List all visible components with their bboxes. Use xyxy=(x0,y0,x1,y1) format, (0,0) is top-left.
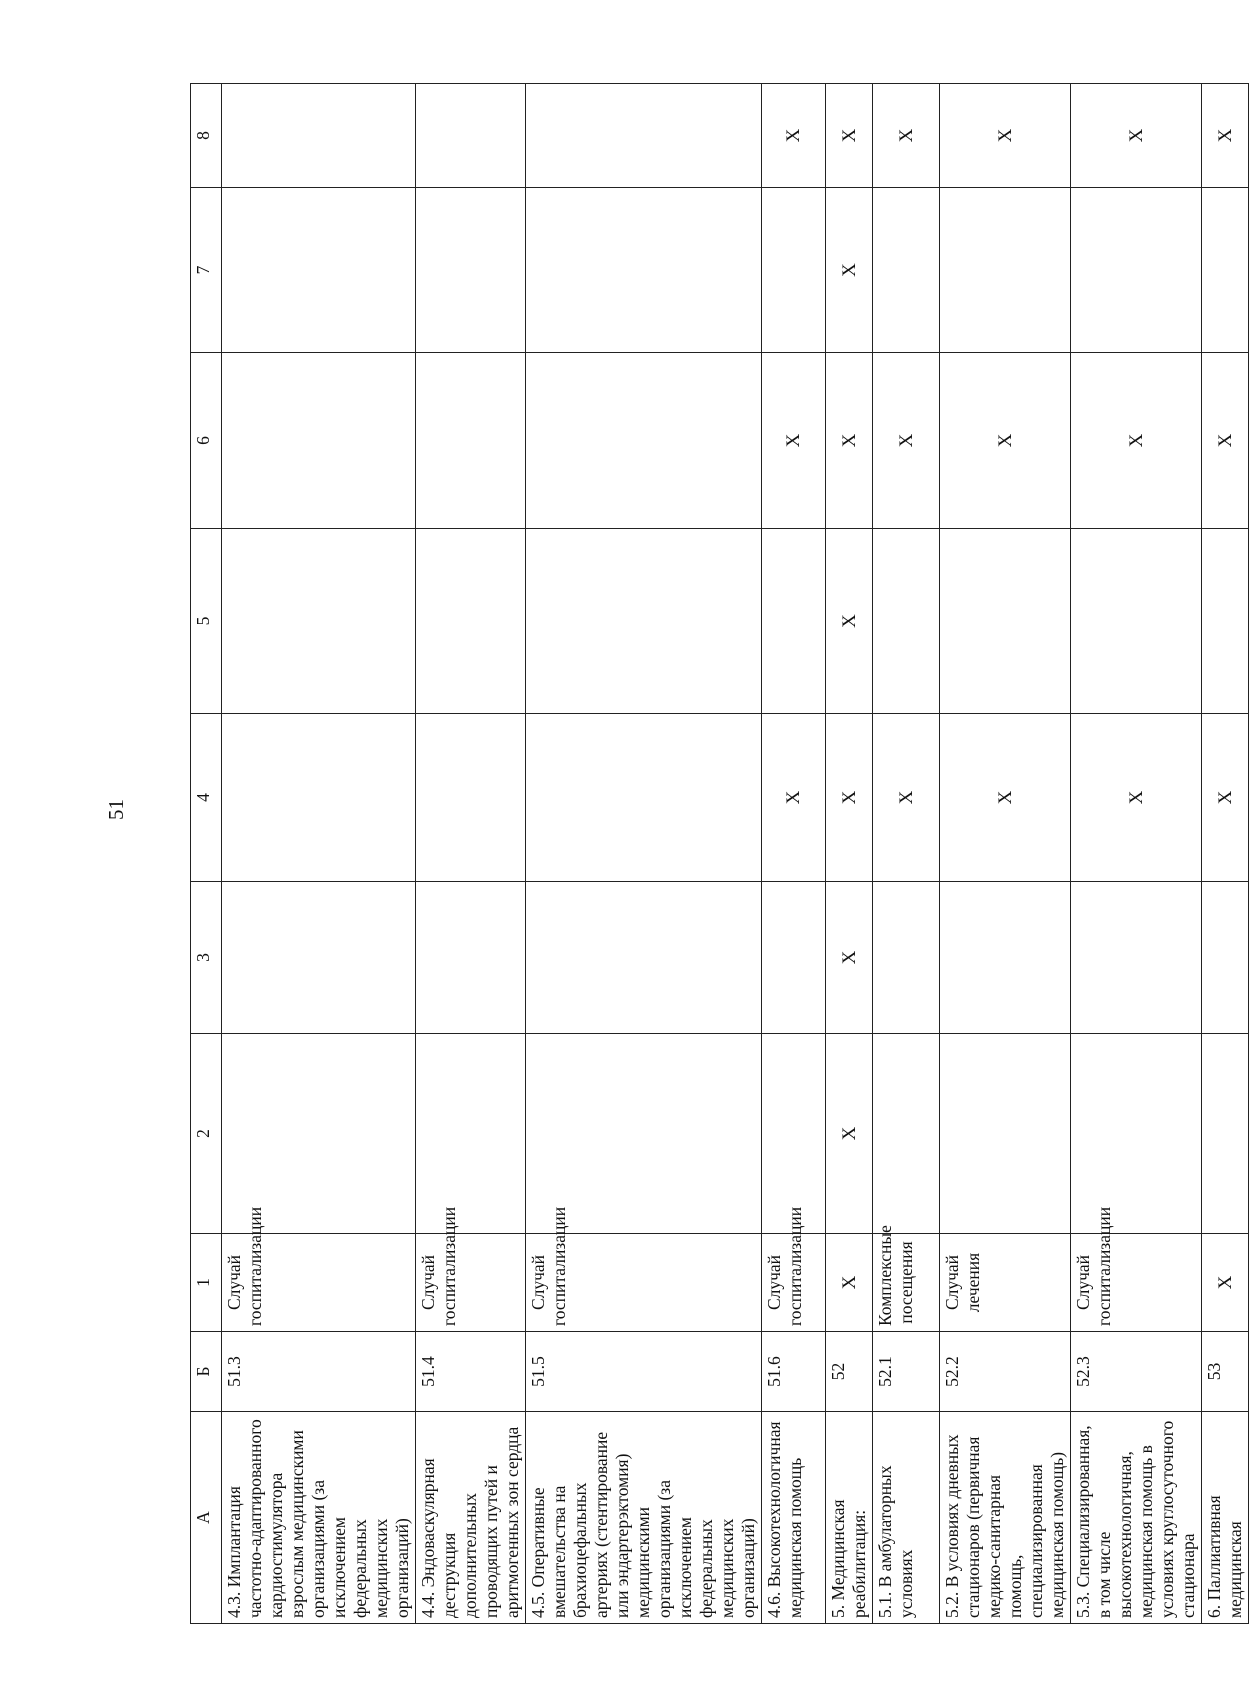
empty-cell xyxy=(416,882,526,1034)
unit-cell: Случай госпитализации xyxy=(222,1234,416,1332)
unit-cell: Случай госпитализации xyxy=(762,1234,826,1332)
column-header: 1 xyxy=(191,1234,222,1332)
empty-cell xyxy=(873,529,940,714)
x-mark-cell: X xyxy=(1071,353,1202,529)
x-mark-cell: X xyxy=(1202,84,1249,188)
table-row xyxy=(1071,84,1202,1624)
rotated-document xyxy=(190,84,1245,1624)
unit-cell: Комплексные посещения xyxy=(873,1234,940,1332)
row-label-cell: 4.3. Имплантация частотно-адаптированного кардиостимулятора взрослым медицинскими организациями (за исключением федеральных медицинских организаций) xyxy=(222,1412,416,1624)
empty-cell xyxy=(762,882,826,1034)
unit-cell: Случай лечения xyxy=(940,1234,1071,1332)
x-mark-cell: X xyxy=(873,714,940,882)
x-mark-cell: X xyxy=(826,882,873,1034)
empty-cell xyxy=(222,882,416,1034)
table-row xyxy=(873,84,940,1624)
empty-cell xyxy=(416,84,526,188)
x-mark-cell: X xyxy=(873,84,940,188)
column-header: 8 xyxy=(191,84,222,188)
empty-cell xyxy=(940,188,1071,353)
x-mark-cell: X xyxy=(826,1034,873,1234)
row-number-cell: 52.1 xyxy=(873,1332,940,1412)
column-header: 7 xyxy=(191,188,222,353)
empty-cell xyxy=(222,353,416,529)
x-mark-cell: X xyxy=(940,84,1071,188)
x-mark-cell: X xyxy=(940,714,1071,882)
x-mark-cell: X xyxy=(1071,714,1202,882)
row-number-cell: 52 xyxy=(826,1332,873,1412)
empty-cell xyxy=(526,1034,762,1234)
header-row xyxy=(191,84,222,1624)
row-label-cell: 5. Медицинская реабилитация: xyxy=(826,1412,873,1624)
empty-cell xyxy=(526,353,762,529)
table-row xyxy=(826,84,873,1624)
empty-cell xyxy=(1071,529,1202,714)
empty-cell xyxy=(1202,1034,1249,1234)
empty-cell xyxy=(1071,1034,1202,1234)
table-row xyxy=(940,84,1071,1624)
row-number-cell: 51.4 xyxy=(416,1332,526,1412)
table-row xyxy=(526,84,762,1624)
x-mark-cell: X xyxy=(873,353,940,529)
empty-cell xyxy=(762,529,826,714)
row-label-cell: 4.5. Оперативные вмешательства на брахиоцефальных артериях (стентирование или эндартерэктомия) медицинскими организациями (за исключением федеральных медицинских организаций) xyxy=(526,1412,762,1624)
empty-cell xyxy=(1202,188,1249,353)
x-mark-cell: X xyxy=(1071,84,1202,188)
x-mark-cell: X xyxy=(1202,353,1249,529)
x-mark-cell: X xyxy=(762,353,826,529)
empty-cell xyxy=(526,714,762,882)
empty-cell xyxy=(526,882,762,1034)
unit-cell: Случай госпитализации xyxy=(526,1234,762,1332)
column-header: Б xyxy=(191,1332,222,1412)
empty-cell xyxy=(526,84,762,188)
table-body xyxy=(222,84,1249,1624)
x-mark-cell: X xyxy=(940,353,1071,529)
table-row xyxy=(1202,84,1249,1624)
column-header: 6 xyxy=(191,353,222,529)
empty-cell xyxy=(940,882,1071,1034)
unit-cell: Случай госпитализации xyxy=(416,1234,526,1332)
table-row xyxy=(416,84,526,1624)
x-mark-cell: X xyxy=(826,84,873,188)
table-row xyxy=(222,84,416,1624)
row-number-cell: 51.3 xyxy=(222,1332,416,1412)
empty-cell xyxy=(222,84,416,188)
empty-cell xyxy=(1071,188,1202,353)
unit-cell: X xyxy=(1202,1234,1249,1332)
row-label-cell: 4.4. Эндоваскулярная деструкция дополнительных проводящих путей и аритмогенных зон сердца xyxy=(416,1412,526,1624)
empty-cell xyxy=(873,882,940,1034)
empty-cell xyxy=(222,529,416,714)
column-header: А xyxy=(191,1412,222,1624)
empty-cell xyxy=(940,1034,1071,1234)
row-number-cell: 52.3 xyxy=(1071,1332,1202,1412)
x-mark-cell: X xyxy=(826,529,873,714)
page-number: 51 xyxy=(104,799,128,820)
column-header: 3 xyxy=(191,882,222,1034)
empty-cell xyxy=(222,714,416,882)
x-mark-cell: X xyxy=(762,84,826,188)
empty-cell xyxy=(1202,882,1249,1034)
row-label-cell: 5.3. Специализированная, в том числе высокотехнологичная, медицинская помощь в условиях круглосуточного стационара xyxy=(1071,1412,1202,1624)
empty-cell xyxy=(526,529,762,714)
unit-cell: Случай госпитализации xyxy=(1071,1234,1202,1332)
unit-cell: X xyxy=(826,1234,873,1332)
x-mark-cell: X xyxy=(826,188,873,353)
empty-cell xyxy=(762,188,826,353)
data-table xyxy=(190,83,1249,1624)
x-mark-cell: X xyxy=(762,714,826,882)
column-header: 4 xyxy=(191,714,222,882)
empty-cell xyxy=(416,529,526,714)
row-number-cell: 53 xyxy=(1202,1332,1249,1412)
empty-cell xyxy=(526,188,762,353)
row-number-cell: 52.2 xyxy=(940,1332,1071,1412)
column-header: 2 xyxy=(191,1034,222,1234)
column-header: 5 xyxy=(191,529,222,714)
empty-cell xyxy=(416,188,526,353)
empty-cell xyxy=(762,1034,826,1234)
row-number-cell: 51.6 xyxy=(762,1332,826,1412)
row-label-cell: 5.1. В амбулаторных условиях xyxy=(873,1412,940,1624)
row-label-cell: 5.2. В условиях дневных стационаров (первичная медико-санитарная помощь, специализированная медицинская помощь) xyxy=(940,1412,1071,1624)
row-label-cell: 4.6. Высокотехнологичная медицинская помощь xyxy=(762,1412,826,1624)
empty-cell xyxy=(416,1034,526,1234)
empty-cell xyxy=(940,529,1071,714)
table-row xyxy=(762,84,826,1624)
empty-cell xyxy=(222,1034,416,1234)
empty-cell xyxy=(873,188,940,353)
empty-cell xyxy=(222,188,416,353)
x-mark-cell: X xyxy=(826,353,873,529)
empty-cell xyxy=(416,714,526,882)
empty-cell xyxy=(1202,529,1249,714)
empty-cell xyxy=(873,1034,940,1234)
empty-cell xyxy=(1071,882,1202,1034)
empty-cell xyxy=(416,353,526,529)
x-mark-cell: X xyxy=(1202,714,1249,882)
row-number-cell: 51.5 xyxy=(526,1332,762,1412)
x-mark-cell: X xyxy=(826,714,873,882)
row-label-cell: 6. Паллиативная медицинская xyxy=(1202,1412,1249,1624)
